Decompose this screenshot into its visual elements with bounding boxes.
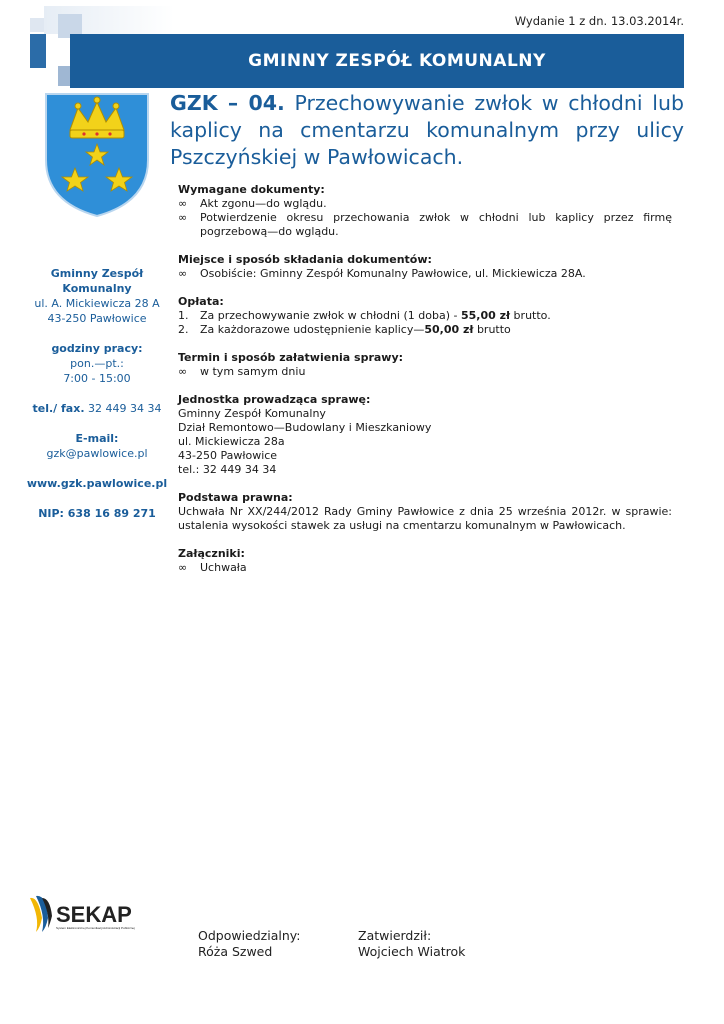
logo-text: SEKAP bbox=[56, 902, 132, 927]
edition-info: Wydanie 1 z dn. 13.03.2014r. bbox=[514, 14, 684, 28]
nip-number: NIP: 638 16 89 271 bbox=[38, 507, 156, 520]
contact-sidebar bbox=[22, 266, 172, 521]
list-item bbox=[178, 323, 672, 337]
sidebar-org-line1: Gminny Zespół bbox=[50, 267, 144, 280]
section-title: Jednostka prowadząca sprawę: bbox=[178, 393, 371, 406]
unit-line: tel.: 32 449 34 34 bbox=[178, 463, 277, 476]
section-title: Załączniki: bbox=[178, 547, 245, 560]
responsible-name: Róża Szwed bbox=[198, 944, 273, 959]
list-item-text: w tym samym dniu bbox=[200, 365, 306, 378]
phone-value: 32 449 34 34 bbox=[88, 402, 162, 415]
section-submission-place bbox=[178, 253, 672, 281]
section-responsible-unit bbox=[178, 393, 672, 477]
approved-label: Zatwierdził: bbox=[358, 928, 432, 943]
list-item bbox=[178, 211, 672, 239]
responsible-label: Odpowiedzialny: bbox=[198, 928, 301, 943]
phone-line bbox=[22, 401, 172, 416]
approved-block bbox=[358, 928, 465, 960]
unit-line: Gminny Zespół Komunalny bbox=[178, 407, 326, 420]
fee-text: Za przechowywanie zwłok w chłodni (1 doba) - bbox=[200, 309, 461, 322]
procedure-title: Przechowywanie zwłok w chłodni lub kaplicy na cmentarzu komunalnym przy ulicy Pszczyńskiej w Pawłowicach. bbox=[170, 91, 684, 169]
section-attachments bbox=[178, 547, 672, 575]
email-link[interactable]: gzk@pawlowice.pl bbox=[46, 447, 148, 460]
list-item bbox=[178, 267, 672, 281]
unit-line: 43-250 Pawłowice bbox=[178, 449, 278, 462]
bullet-icon: ∞ bbox=[178, 561, 188, 574]
bullet-icon: ∞ bbox=[178, 267, 188, 280]
list-item bbox=[178, 365, 672, 379]
list-item-text: Akt zgonu—do wglądu. bbox=[200, 197, 327, 210]
approved-name: Wojciech Wiatrok bbox=[358, 944, 466, 959]
list-item bbox=[178, 197, 672, 211]
fee-amount: 55,00 zł bbox=[460, 309, 511, 322]
section-legal-basis bbox=[178, 491, 672, 533]
logo-subtext: System Elektronicznej Komunikacji Administracji Publicznej bbox=[56, 926, 135, 930]
page-title bbox=[170, 90, 684, 171]
fee-suffix: brutto bbox=[473, 323, 511, 336]
phone-label: tel./ fax. bbox=[32, 402, 85, 415]
header-bar bbox=[70, 34, 684, 88]
section-title: Podstawa prawna: bbox=[178, 491, 293, 504]
list-item bbox=[178, 561, 672, 575]
section-deadline bbox=[178, 351, 672, 379]
sidebar-address1: ul. A. Mickiewicza 28 A bbox=[34, 297, 160, 310]
org-name: GMINNY ZESPÓŁ KOMUNALNY bbox=[248, 51, 546, 71]
hours-time: 7:00 - 15:00 bbox=[63, 372, 131, 385]
sidebar-org-line2: Komunalny bbox=[62, 282, 132, 295]
procedure-code: GZK – 04. bbox=[170, 91, 285, 115]
fee-text: Za każdorazowe udostępnienie kaplicy— bbox=[200, 323, 425, 336]
list-number: 1. bbox=[178, 309, 189, 322]
list-item bbox=[178, 309, 672, 323]
section-title: Miejsce i sposób składania dokumentów: bbox=[178, 253, 432, 266]
list-item-text: Potwierdzenie okresu przechowania zwłok w chłodni lub kaplicy przez firmę pogrzebową—do wglądu. bbox=[200, 211, 672, 238]
email-label: E-mail: bbox=[75, 432, 119, 445]
hours-days: pon.—pt.: bbox=[70, 357, 124, 370]
coat-of-arms-icon bbox=[42, 90, 152, 220]
website-link[interactable]: www.gzk.pawlowice.pl bbox=[26, 477, 168, 490]
unit-line: ul. Mickiewicza 28a bbox=[178, 435, 285, 448]
list-number: 2. bbox=[178, 323, 189, 336]
responsible-block bbox=[198, 928, 300, 960]
section-fee bbox=[178, 295, 672, 337]
decor-square bbox=[30, 18, 44, 32]
section-title: Termin i sposób załatwienia sprawy: bbox=[178, 351, 404, 364]
section-title: Wymagane dokumenty: bbox=[178, 183, 325, 196]
sekap-logo bbox=[28, 888, 148, 938]
sidebar-address2: 43-250 Pawłowice bbox=[47, 312, 147, 325]
fee-suffix: brutto. bbox=[510, 309, 551, 322]
bullet-icon: ∞ bbox=[178, 197, 188, 210]
hours-label: godziny pracy: bbox=[51, 342, 143, 355]
legal-text: Uchwała Nr XX/244/2012 Rady Gminy Pawłowice z dnia 25 września 2012r. w sprawie: ustalenia wysokości stawek za usługi na cmentarzu komunalnym w Pawłowicach. bbox=[178, 505, 672, 532]
section-title: Opłata: bbox=[178, 295, 224, 308]
decor-square bbox=[30, 34, 46, 68]
bullet-icon: ∞ bbox=[178, 365, 188, 378]
list-item-text: Osobiście: Gminny Zespół Komunalny Pawłowice, ul. Mickiewicza 28A. bbox=[200, 267, 586, 280]
fee-amount: 50,00 zł bbox=[424, 323, 474, 336]
main-content bbox=[178, 183, 672, 589]
unit-line: Dział Remontowo—Budowlany i Mieszkaniowy bbox=[178, 421, 432, 434]
section-required-documents bbox=[178, 183, 672, 239]
bullet-icon: ∞ bbox=[178, 211, 188, 224]
attachment-link[interactable]: Uchwała bbox=[200, 561, 247, 574]
